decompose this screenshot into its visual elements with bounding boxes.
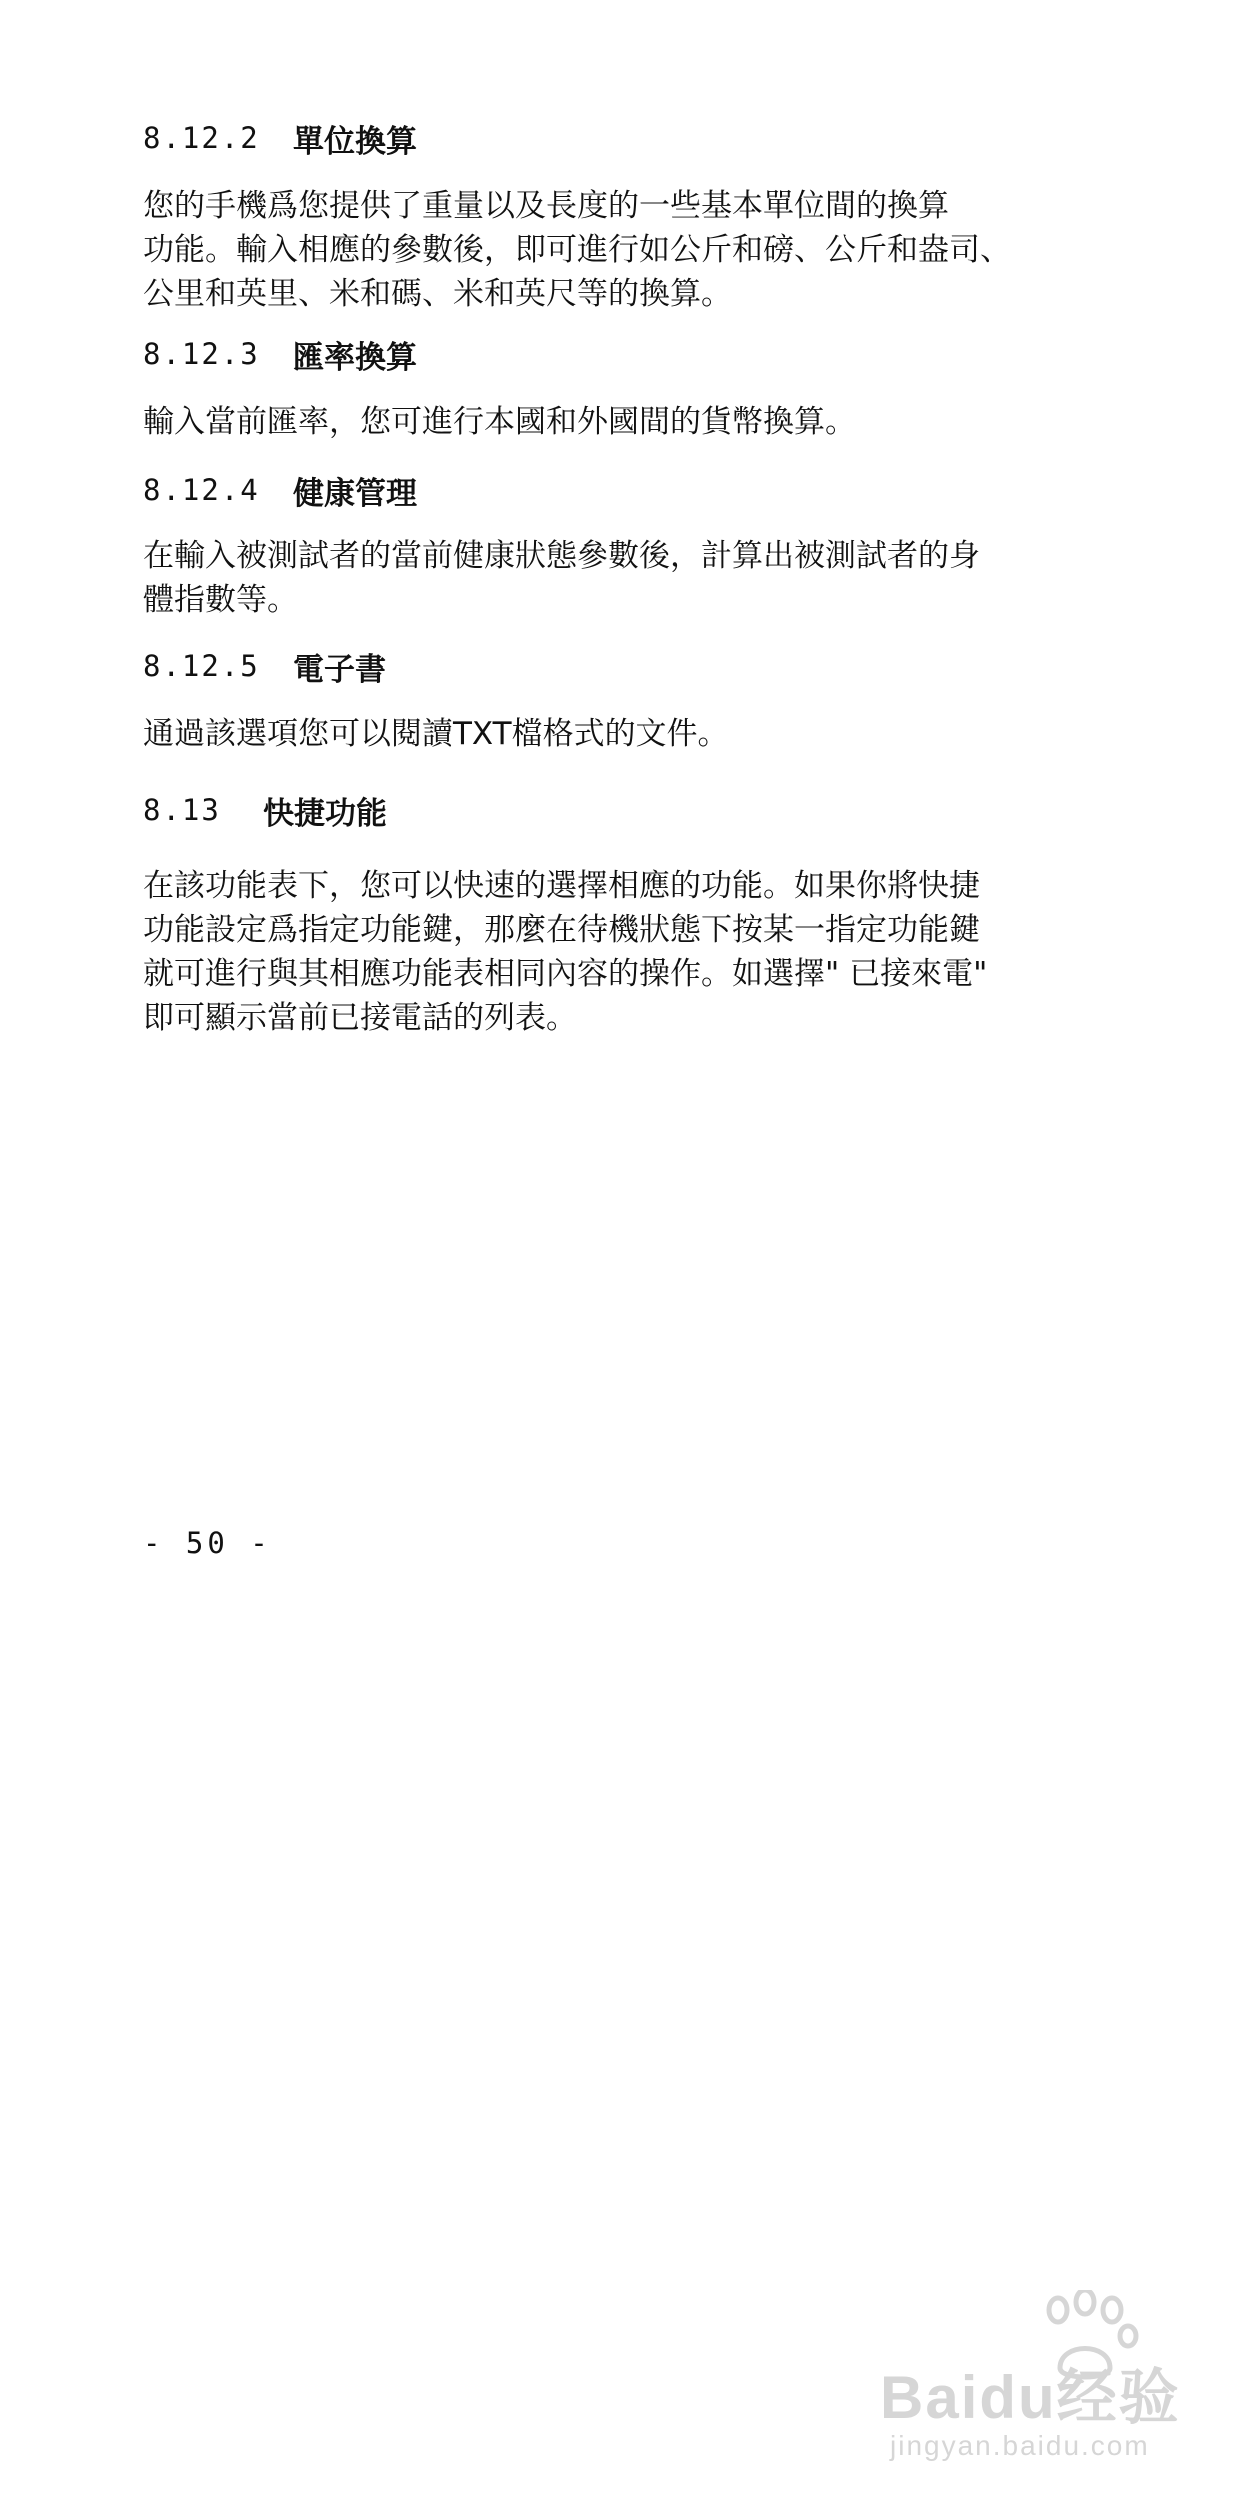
section-heading — [143, 118, 417, 158]
section-paragraph — [143, 400, 1043, 444]
paragraph-line: 輸入當前匯率，您可進行本國和外國間的貨幣換算。 — [143, 404, 856, 440]
paragraph-line: 在輸入被測試者的當前健康狀態參數後，計算出被測試者的身 — [143, 538, 980, 574]
section-paragraph — [143, 534, 1043, 622]
section-title: 健康管理 — [293, 475, 417, 512]
paragraph-line: 功能設定爲指定功能鍵，那麼在待機狀態下按某一指定功能鍵 — [143, 912, 980, 948]
section-title: 匯率換算 — [293, 339, 417, 376]
paragraph-line: 就可進行與其相應功能表相同內容的操作。如選擇" 已接來電" — [143, 956, 988, 992]
paragraph-line: 即可顯示當前已接電話的列表。 — [143, 1000, 577, 1036]
section-heading — [143, 646, 386, 686]
paragraph-line: 公里和英里、米和碼、米和英尺等的換算。 — [143, 276, 732, 312]
watermark-brand: Baidu经验 — [880, 2364, 1181, 2431]
baidu-watermark — [880, 2290, 1210, 2470]
watermark-url: jingyan.baidu.com — [890, 2430, 1150, 2461]
section-title: 單位換算 — [293, 123, 417, 160]
page-number: - 50 - — [143, 1526, 272, 1560]
section-title: 快捷功能 — [263, 795, 387, 832]
section-number: 8.13 — [143, 793, 221, 827]
section-number: 8.12.3 — [143, 337, 260, 371]
section-heading — [143, 790, 387, 830]
section-number: 8.12.2 — [143, 121, 260, 155]
paragraph-line: 您的手機爲您提供了重量以及長度的一些基本單位間的換算 — [143, 188, 949, 224]
paragraph-line: 通過該選項您可以閱讀TXT檔格式的文件。 — [143, 716, 729, 752]
section-heading — [143, 334, 417, 374]
section-paragraph — [143, 184, 1043, 316]
section-number: 8.12.5 — [143, 649, 260, 683]
section-title: 電子書 — [293, 651, 386, 688]
section-number: 8.12.4 — [143, 473, 260, 507]
section-heading — [143, 470, 417, 510]
section-paragraph — [143, 864, 1043, 1040]
paragraph-line: 在該功能表下，您可以快速的選擇相應的功能。如果你將快捷 — [143, 868, 980, 904]
paragraph-line: 體指數等。 — [143, 582, 298, 618]
section-paragraph — [143, 712, 1043, 756]
paragraph-line: 功能。輸入相應的參數後，即可進行如公斤和磅、公斤和盎司、 — [143, 232, 1011, 268]
